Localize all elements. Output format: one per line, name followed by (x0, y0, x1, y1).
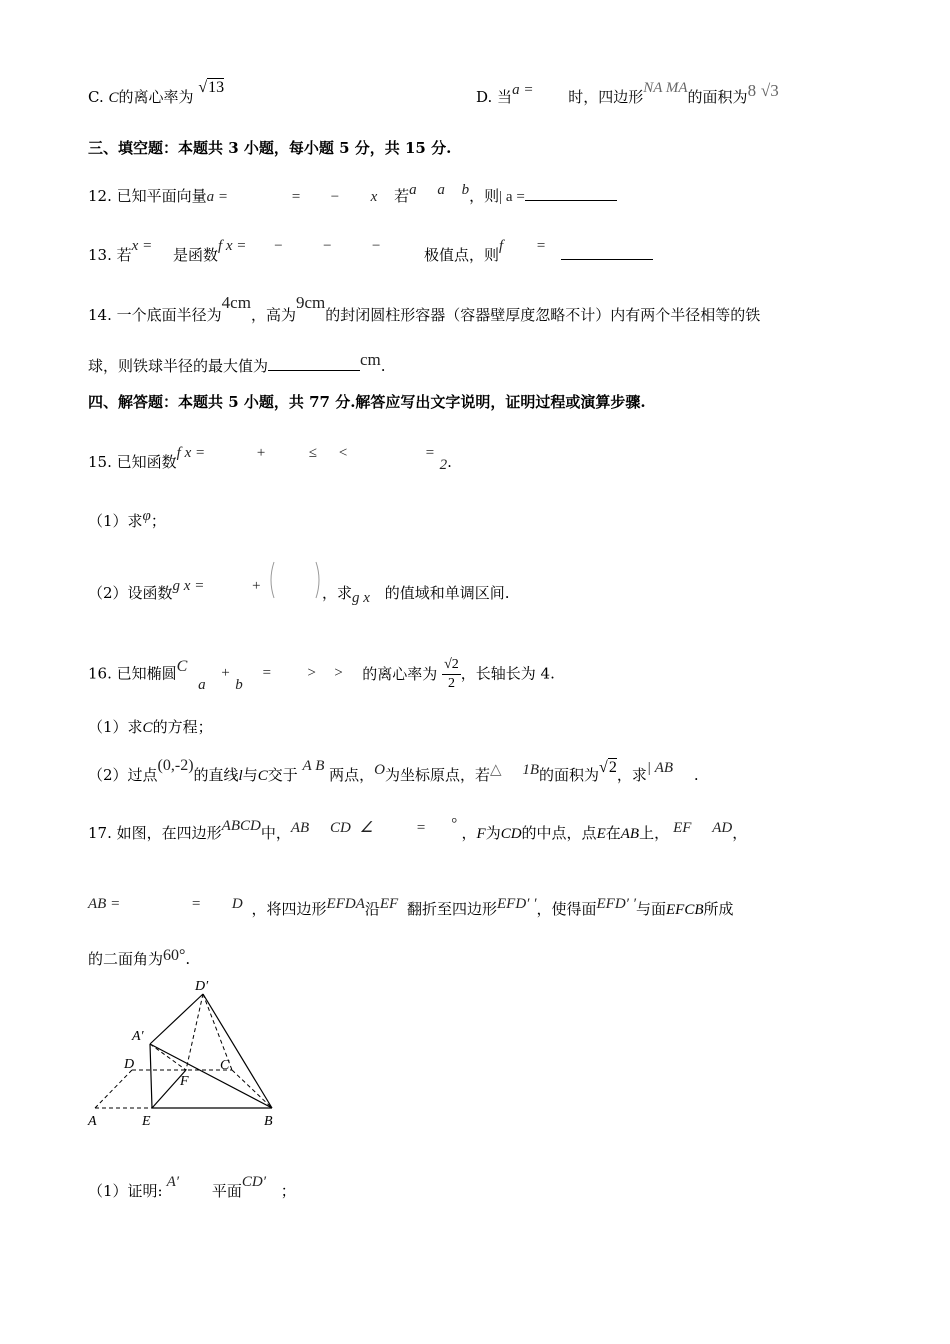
section-4-title: 四、解答题：本题共 5 小题，共 77 分.解答应写出文字说明，证明过程或演算步骤. (88, 393, 646, 411)
label-e: E (142, 1114, 151, 1129)
edge-aprime-f-dashed (150, 1044, 186, 1070)
edge-a-d-dashed (95, 1070, 132, 1108)
area-sqrt: √2 (599, 759, 617, 776)
edge-dprime-b (203, 994, 272, 1108)
question-13: 13. 若x = 是函数f x = − − − 极值点，则f = (88, 243, 653, 267)
geometry-figure (82, 972, 302, 1132)
option-c-var: C (108, 90, 119, 106)
question-15-part-1: （1）求φ； (88, 508, 166, 530)
answer-blank-14[interactable] (268, 354, 360, 371)
question-16-part-2: （2）过点(0,-2)的直线l与C交于 A B 两点，O为坐标原点，若△ 1B的面积为√2，求| AB . (88, 757, 699, 784)
option-d: D. 当a = 时，四边形NA MA的面积为8 √3 (476, 80, 779, 106)
edge-aprime-e (150, 1044, 152, 1108)
question-14-line-2: 球，则铁球半径的最大值为 cm. (88, 350, 386, 375)
edge-aprime-b (150, 1044, 272, 1108)
answer-blank-12[interactable] (525, 184, 617, 201)
label-d-prime: D′ (195, 979, 209, 994)
option-c-text: 的离心率为 (118, 88, 194, 106)
label-d: D (124, 1057, 135, 1072)
question-14: 14. 一个底面半径为4cm，高为9cm的封闭圆柱形容器（容器壁厚度忽略不计）内有两个半径相等的铁 (88, 293, 761, 324)
question-12: 12. 已知平面向量a = = − x 若a a b，则| a = (88, 184, 617, 208)
section-3-title: 三、填空题：本题共 3 小题，每小题 5 分，共 15 分. (88, 139, 452, 157)
question-16: 16. 已知椭圆C a + b = > > 的离心率为 $\frac{√2}{2}$ ，长轴长为 4. (88, 657, 555, 693)
option-c-label: C. (88, 88, 104, 106)
label-b: B (264, 1114, 273, 1129)
question-17-line-3: 的二面角为60°. (88, 947, 191, 968)
label-c: C (220, 1058, 230, 1073)
question-16-part-1: （1）求C的方程； (88, 718, 213, 736)
question-17-line-2: AB = = D ，将四边形EFDA沿EF 翻折至四边形EFD′ ′，使得面EFD′ ′与面EFCB所成 (88, 896, 734, 918)
option-d-root: √3 (760, 81, 779, 100)
label-a-prime: A′ (132, 1029, 144, 1044)
option-d-quad: NA MA (643, 80, 688, 96)
option-c (88, 79, 225, 109)
answer-blank-13[interactable] (561, 243, 653, 260)
question-15: 15. 已知函数f x = + ≤ < = 2. (88, 445, 452, 473)
question-15-part-2: （2）设函数g x = + ，求g x 的值域和单调区间. (88, 572, 510, 616)
label-f: F (180, 1074, 189, 1089)
question-17-part-1: （1）证明: A′ 平面CD′ ； (88, 1174, 296, 1200)
paren-icon (266, 558, 322, 602)
edge-dprime-aprime (150, 994, 203, 1044)
option-c-sqrt: √13 (198, 79, 225, 96)
option-d-expr: a = (512, 82, 534, 98)
eccentricity-fraction: $\frac{√2}{2}$ (444, 657, 459, 691)
edge-dprime-f-dashed (186, 994, 203, 1070)
label-a: A (88, 1114, 97, 1129)
paren-group (266, 572, 322, 616)
question-17: 17. 如图，在四边形ABCD中，AB CD ∠ = ° ，F为CD的中点，点E在AB上， EF AD， (88, 816, 748, 842)
